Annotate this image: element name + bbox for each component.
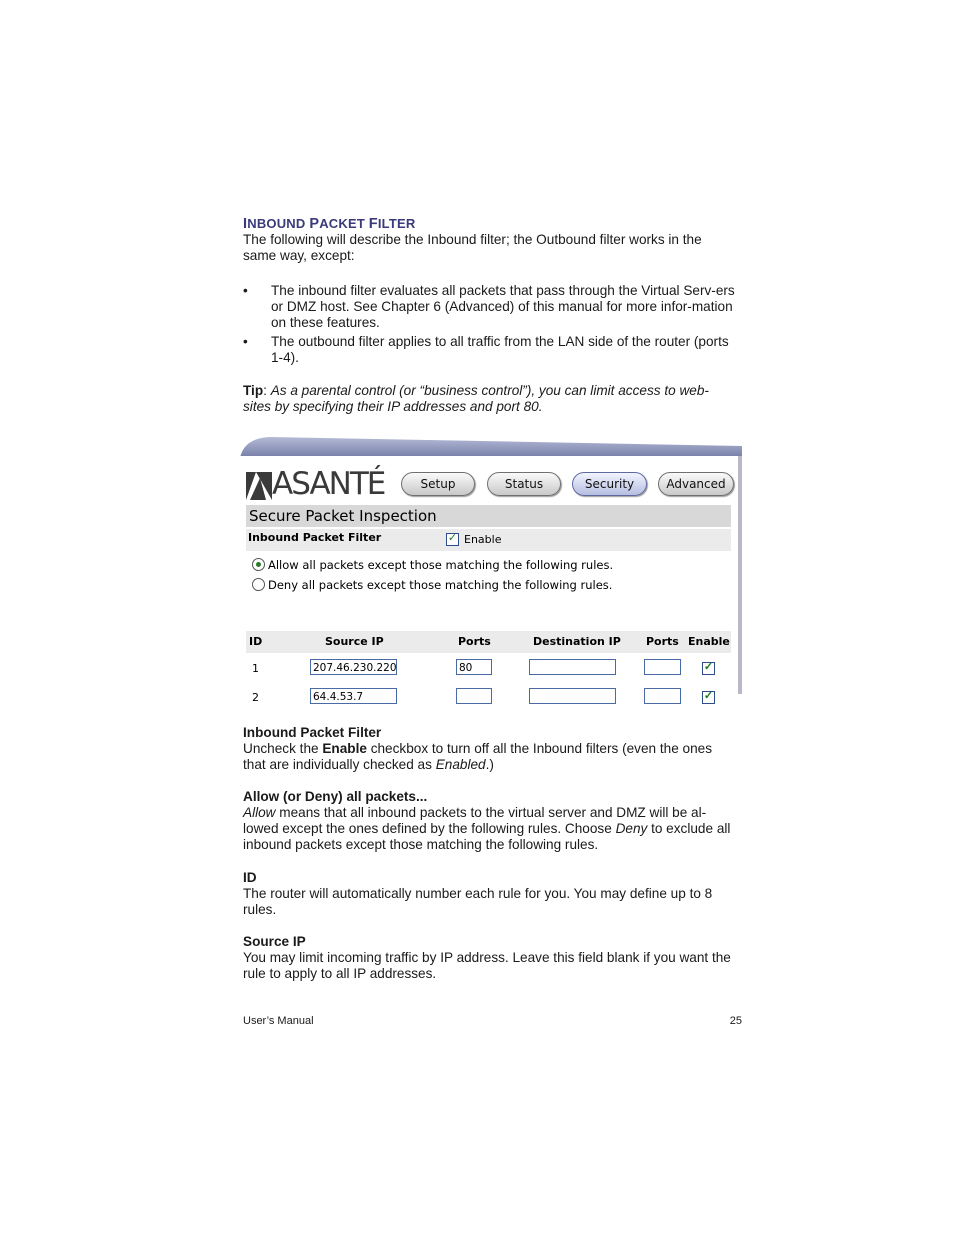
allow-radio[interactable] <box>252 558 265 571</box>
enable-checkbox[interactable] <box>446 533 459 546</box>
list-item: • The inbound filter evaluates all packets that pass through the Virtual Serv-ers or DMZ host. See Chapter 6 (Advanced) of this manual for more infor-mation on these features. <box>243 283 735 330</box>
deny-radio[interactable] <box>252 578 265 591</box>
section-title: Inbound Packet Filter <box>243 725 382 740</box>
check-icon: ✓ <box>703 661 714 673</box>
page-number: 25 <box>729 1015 742 1027</box>
row-2-enable-checkbox[interactable] <box>702 691 715 704</box>
row-2-id: 2 <box>252 691 259 704</box>
asante-wordmark: ASANTÉ <box>272 466 385 502</box>
enable-label: Enable <box>464 533 502 546</box>
section-title: Allow (or Deny) all packets... <box>243 789 428 804</box>
allow-radio-label: Allow all packets except those matching the following rules. <box>268 558 614 572</box>
col-dest-ports: Ports <box>646 635 679 648</box>
panel-body <box>240 456 742 704</box>
advanced-button[interactable]: Advanced <box>658 472 734 496</box>
security-button[interactable]: Security <box>572 472 647 496</box>
router-screenshot <box>240 436 742 704</box>
row-1-id: 1 <box>252 662 259 675</box>
row-1-source-ip-input[interactable]: 207.46.230.220 <box>310 659 397 675</box>
section-heading: INBOUND PACKET FILTER <box>243 216 416 232</box>
col-enable: Enable <box>688 635 730 648</box>
deny-radio-label: Deny all packets except those matching the following rules. <box>268 578 613 592</box>
intro-paragraph: The following will describe the Inbound filter; the Outbound filter works in the same way, except: <box>243 232 702 263</box>
tip-paragraph: Tip: As a parental control (or “business control”), you can limit access to web-sites by specifying their IP addresses and port 80. <box>243 383 709 414</box>
row-2-ports-input[interactable] <box>456 688 492 704</box>
col-ports: Ports <box>458 635 491 648</box>
section-source-ip: Source IP You may limit incoming traffic by IP address. Leave this field blank if you want the rule to apply to all IP addresses. <box>243 934 731 981</box>
asante-logo <box>246 468 388 504</box>
col-source-ip: Source IP <box>325 635 384 648</box>
col-id: ID <box>249 635 263 648</box>
footer-left: User’s Manual <box>243 1015 314 1027</box>
section-inbound-filter: Inbound Packet Filter Uncheck the Enable checkbox to turn off all the Inbound filters (even the ones that are individually checked as Enabled.) <box>243 725 713 772</box>
filter-label: Inbound Packet Filter <box>248 531 382 544</box>
section-allow-deny: Allow (or Deny) all packets... Allow means that all inbound packets to the virtual server and DMZ will be al-lowed except the ones defined by the following rules. Choose Deny to exclude all inbound packets except those matching the following rules. <box>243 789 731 852</box>
asante-mark-icon <box>246 472 272 500</box>
row-1-dest-ip-input[interactable] <box>529 659 616 675</box>
row-2-dest-ip-input[interactable] <box>529 688 616 704</box>
row-2-dest-ports-input[interactable] <box>644 688 681 704</box>
rules-table-header <box>246 631 731 653</box>
setup-button[interactable]: Setup <box>401 472 475 496</box>
check-icon: ✓ <box>447 531 458 544</box>
row-2-source-ip-input[interactable]: 64.4.53.7 <box>310 688 397 704</box>
row-1-ports-input[interactable]: 80 <box>456 659 492 675</box>
row-1-dest-ports-input[interactable] <box>644 659 681 675</box>
list-item: • The outbound filter applies to all traffic from the LAN side of the router (ports 1-4). <box>243 334 729 365</box>
section-id: ID The router will automatically number each rule for you. You may define up to 8 rules. <box>243 870 713 917</box>
section-title: ID <box>243 870 257 885</box>
status-button[interactable]: Status <box>487 472 561 496</box>
row-1-enable-checkbox[interactable] <box>702 662 715 675</box>
section-title: Source IP <box>243 934 306 949</box>
filter-header-bar <box>246 529 731 551</box>
col-destination-ip: Destination IP <box>533 635 621 648</box>
check-icon: ✓ <box>703 690 714 702</box>
page-title: Secure Packet Inspection <box>246 505 731 527</box>
